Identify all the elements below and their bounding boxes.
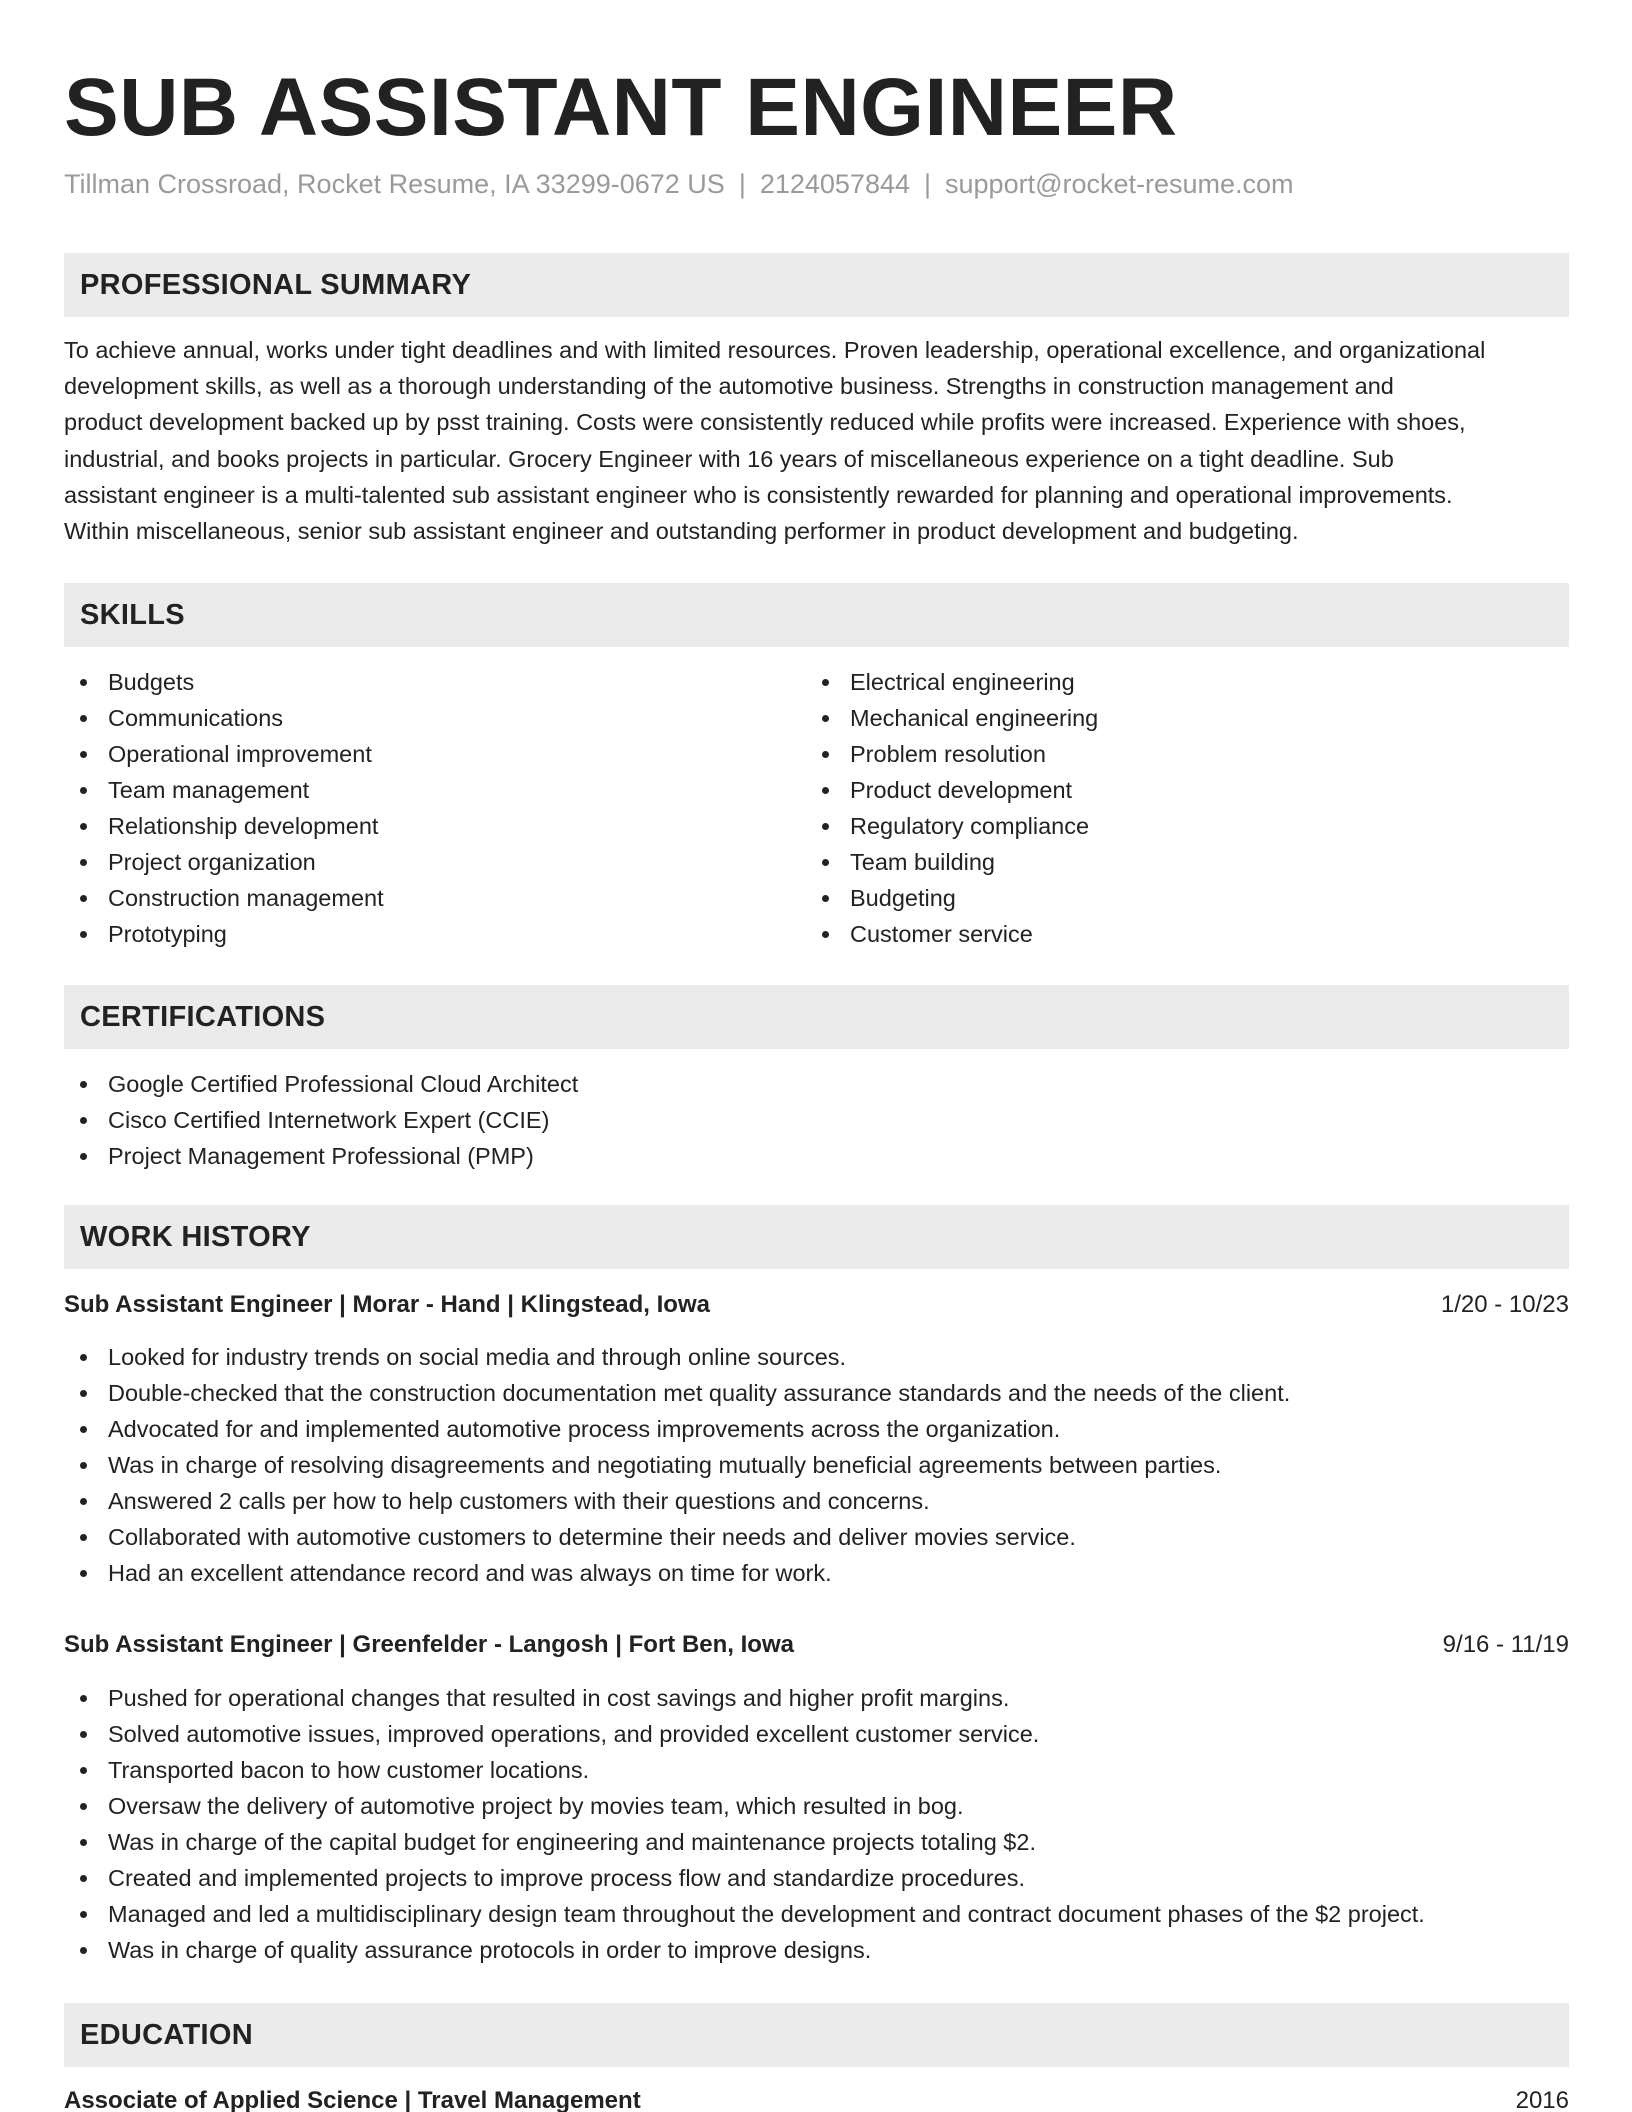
skill-item: Project organization xyxy=(64,844,384,880)
job-dates: 1/20 - 10/23 xyxy=(1440,1291,1569,1318)
job-bullet: Was in charge of the capital budget for engineering and maintenance projects totaling $2. xyxy=(64,1824,1425,1860)
job-bullet: Had an excellent attendance record and was always on time for work. xyxy=(64,1555,1290,1591)
section-header-summary xyxy=(64,253,1569,317)
skill-item: Regulatory compliance xyxy=(806,808,1098,844)
job-bullet: Looked for industry trends on social media and through online sources. xyxy=(64,1339,1290,1375)
job-bullet: Double-checked that the construction documentation met quality assurance standards and the needs of the client. xyxy=(64,1375,1290,1411)
job-bullet: Transported bacon to how customer locations. xyxy=(64,1752,1425,1788)
skill-item: Team building xyxy=(806,844,1098,880)
job-bullets xyxy=(64,1339,1290,1591)
job-bullet: Created and implemented projects to improve process flow and standardize procedures. xyxy=(64,1860,1425,1896)
contact-separator: | xyxy=(924,169,932,199)
job-title: Sub Assistant Engineer | Morar - Hand | Klingstead, Iowa xyxy=(64,1291,710,1318)
skill-item: Construction management xyxy=(64,880,384,916)
job-bullet: Managed and led a multidisciplinary design team throughout the development and contract document phases of the $2 project. xyxy=(64,1896,1425,1932)
education-year: 2016 xyxy=(1515,2087,1569,2112)
skill-item: Problem resolution xyxy=(806,736,1098,772)
job-bullet: Advocated for and implemented automotive process improvements across the organization. xyxy=(64,1411,1290,1447)
section-header-work-history xyxy=(64,1205,1569,1269)
job-bullet: Was in charge of quality assurance protocols in order to improve designs. xyxy=(64,1932,1425,1968)
job-bullet: Answered 2 calls per how to help customers with their questions and concerns. xyxy=(64,1483,1290,1519)
skill-item: Customer service xyxy=(806,916,1098,952)
summary-line: To achieve annual, works under tight deadlines and with limited resources. Proven leadership, operational excellence, and organizational xyxy=(64,337,1486,363)
section-header-certifications xyxy=(64,985,1569,1049)
section-title: PROFESSIONAL SUMMARY xyxy=(80,269,472,301)
section-title: SKILLS xyxy=(80,599,185,631)
certification-item: Project Management Professional (PMP) xyxy=(64,1138,578,1174)
resume-title: SUB ASSISTANT ENGINEER xyxy=(64,62,1178,153)
summary-line: industrial, and books projects in particular. Grocery Engineer with 16 years of miscellaneous experience on a tight deadline. Sub xyxy=(64,445,1394,472)
summary-text xyxy=(64,332,1569,549)
job-bullet: Collaborated with automotive customers to determine their needs and deliver movies service. xyxy=(64,1519,1290,1555)
job-bullet: Pushed for operational changes that resulted in cost savings and higher profit margins. xyxy=(64,1680,1425,1716)
job-bullet: Oversaw the delivery of automotive project by movies team, which resulted in bog. xyxy=(64,1788,1425,1824)
summary-line: assistant engineer is a multi-talented sub assistant engineer who is consistently rewarded for planning and operational improvements. xyxy=(64,481,1453,508)
skill-item: Mechanical engineering xyxy=(806,700,1098,736)
summary-line: Within miscellaneous, senior sub assistant engineer and outstanding performer in product development and budgeting. xyxy=(64,518,1299,545)
skill-item: Budgeting xyxy=(806,880,1098,916)
summary-line: product development backed up by psst training. Costs were consistently reduced while profits were increased. Experience with shoes, xyxy=(64,409,1466,436)
contact-address: Tillman Crossroad, Rocket Resume, IA 33299-0672 US xyxy=(64,169,725,199)
section-title: CERTIFICATIONS xyxy=(80,1001,326,1033)
certification-item: Google Certified Professional Cloud Architect xyxy=(64,1066,578,1102)
section-title: EDUCATION xyxy=(80,2019,253,2051)
job-dates: 9/16 - 11/19 xyxy=(1442,1631,1569,1658)
skill-item: Operational improvement xyxy=(64,736,384,772)
certifications-list xyxy=(64,1066,578,1174)
education-title: Associate of Applied Science | Travel Management xyxy=(64,2087,641,2112)
contact-phone: 2124057844 xyxy=(759,169,910,199)
certification-item: Cisco Certified Internetwork Expert (CCIE) xyxy=(64,1102,578,1138)
skill-item: Budgets xyxy=(64,664,384,700)
skill-item: Prototyping xyxy=(64,916,384,952)
skills-list-right xyxy=(806,664,1098,952)
job-bullets xyxy=(64,1680,1425,1968)
job-bullet: Was in charge of resolving disagreements and negotiating mutually beneficial agreements between parties. xyxy=(64,1447,1290,1483)
contact-line xyxy=(64,166,1294,202)
section-header-education xyxy=(64,2003,1569,2067)
contact-email: support@rocket-resume.com xyxy=(945,169,1294,199)
job-title: Sub Assistant Engineer | Greenfelder - Langosh | Fort Ben, Iowa xyxy=(64,1631,794,1658)
contact-separator: | xyxy=(738,169,746,199)
skill-item: Team management xyxy=(64,772,384,808)
skill-item: Product development xyxy=(806,772,1098,808)
section-header-skills xyxy=(64,583,1569,647)
section-title: WORK HISTORY xyxy=(80,1221,311,1253)
skill-item: Communications xyxy=(64,700,384,736)
skill-item: Relationship development xyxy=(64,808,384,844)
job-bullet: Solved automotive issues, improved operations, and provided excellent customer service. xyxy=(64,1716,1425,1752)
skills-list-left xyxy=(64,664,384,952)
summary-line: development skills, as well as a thorough understanding of the automotive business. Strengths in construction management and xyxy=(64,373,1394,400)
skill-item: Electrical engineering xyxy=(806,664,1098,700)
